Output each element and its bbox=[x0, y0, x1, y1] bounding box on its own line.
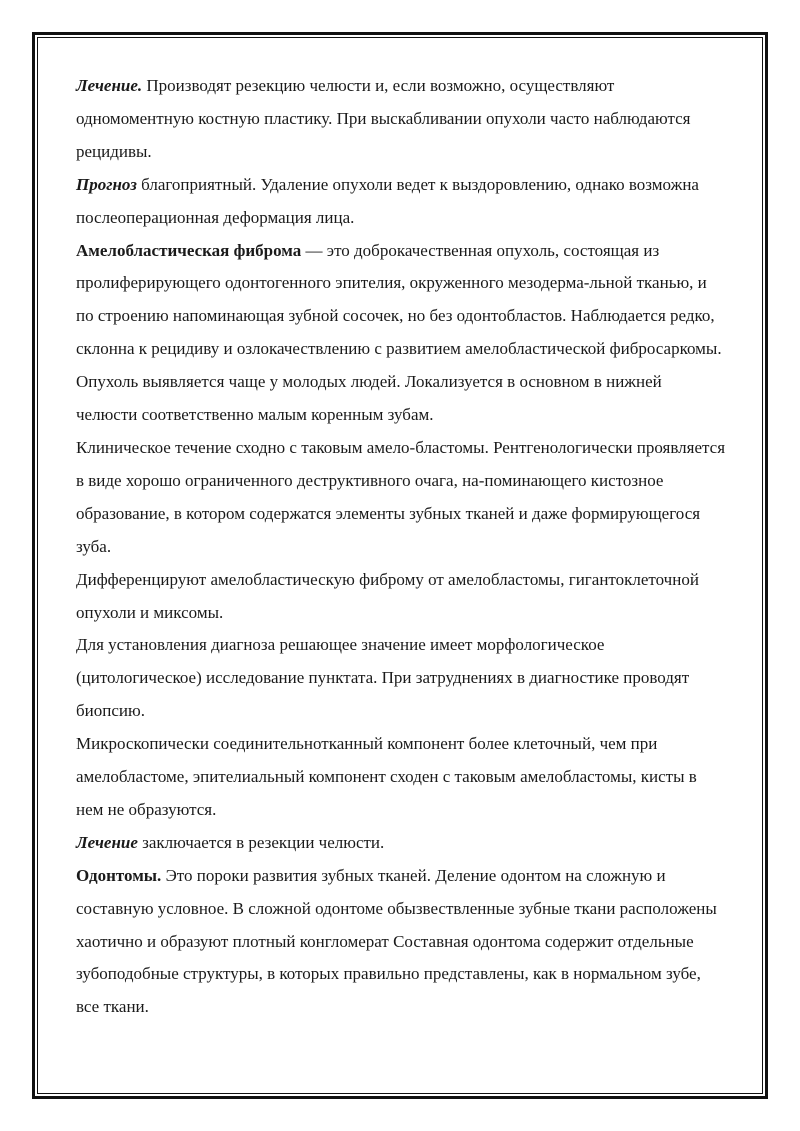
paragraph-text: Дифференцируют амелобластическую фиброму от амелобластомы, гигантоклеточной опухоли и миксомы. bbox=[76, 569, 699, 622]
paragraph-lead: Лечение bbox=[76, 832, 138, 852]
paragraph-text: Для установления диагноза решающее значение имеет морфологическое (цитологическое) исследование пунктата. При затруднениях в диагностике проводят биопсию. bbox=[76, 635, 690, 721]
paragraph-differential bbox=[76, 564, 726, 630]
paragraph-odontomas bbox=[76, 860, 726, 1025]
paragraph-ameloblastic-fibroma bbox=[76, 235, 726, 432]
paragraph-prognosis bbox=[76, 169, 726, 235]
paragraph-text: благоприятный. Удаление опухоли ведет к выздоровлению, однако возможна послеоперационная деформация лица. bbox=[76, 174, 699, 227]
paragraph-lead: Прогноз bbox=[76, 174, 137, 194]
paragraph-clinical-course bbox=[76, 432, 726, 564]
paragraph-lead: Одонтомы. bbox=[76, 865, 162, 885]
paragraph-text: заключается в резекции челюсти. bbox=[137, 832, 385, 852]
paragraph-text: — это доброкачественная опухоль, состоящая из пролиферирующего одонтогенного эпителия, окруженного мезодерма-льной тканью, и по строению напоминающая зубной сосочек, но без одонтобластов. Наблюдается редко, склонна к рецидиву и озлокачествлению с развитием амелобластической фибросаркомы. Опухоль выявляется чаще у молодых людей. Локализуется в основном в нижней челюсти соответственно малым коренным зубам. bbox=[76, 240, 722, 425]
paragraph-microscopy bbox=[76, 728, 726, 827]
paragraph-treatment-2 bbox=[76, 827, 726, 860]
document-body bbox=[76, 70, 726, 1024]
paragraph-text: Это пороки развития зубных тканей. Деление одонтом на сложную и составную условное. В сложной одонтоме обызвествленные зубные ткани расположены хаотично и образуют плотный конгломерат Составная одонтома содержит отдельные зубоподобные структуры, в которых правильно представлены, как в нормальном зубе, все ткани. bbox=[76, 865, 717, 1017]
paragraph-text: Микроскопически соединительнотканный компонент более клеточный, чем при амелобластоме, эпителиальный компонент сходен с таковым амелобластомы, кисты в нем не образуются. bbox=[76, 734, 697, 819]
paragraph-text: Клиническое течение сходно с таковым амело-бластомы. Рентгенологически проявляется в виде хорошо ограниченного деструктивного очага, на-поминающего кистозное образование, в котором содержатся элементы зубных тканей и даже формирующегося зуба. bbox=[76, 437, 726, 556]
paragraph-lead: Лечение. bbox=[76, 76, 143, 95]
paragraph-treatment bbox=[76, 70, 726, 169]
paragraph-diagnosis bbox=[76, 629, 726, 728]
paragraph-lead: Амелобластическая фиброма bbox=[76, 240, 302, 260]
paragraph-text: Производят резекцию челюсти и, если возможно, осуществляют одномоментную костную пластику. При выскабливании опухоли часто наблюдаются рецидивы. bbox=[76, 76, 691, 161]
